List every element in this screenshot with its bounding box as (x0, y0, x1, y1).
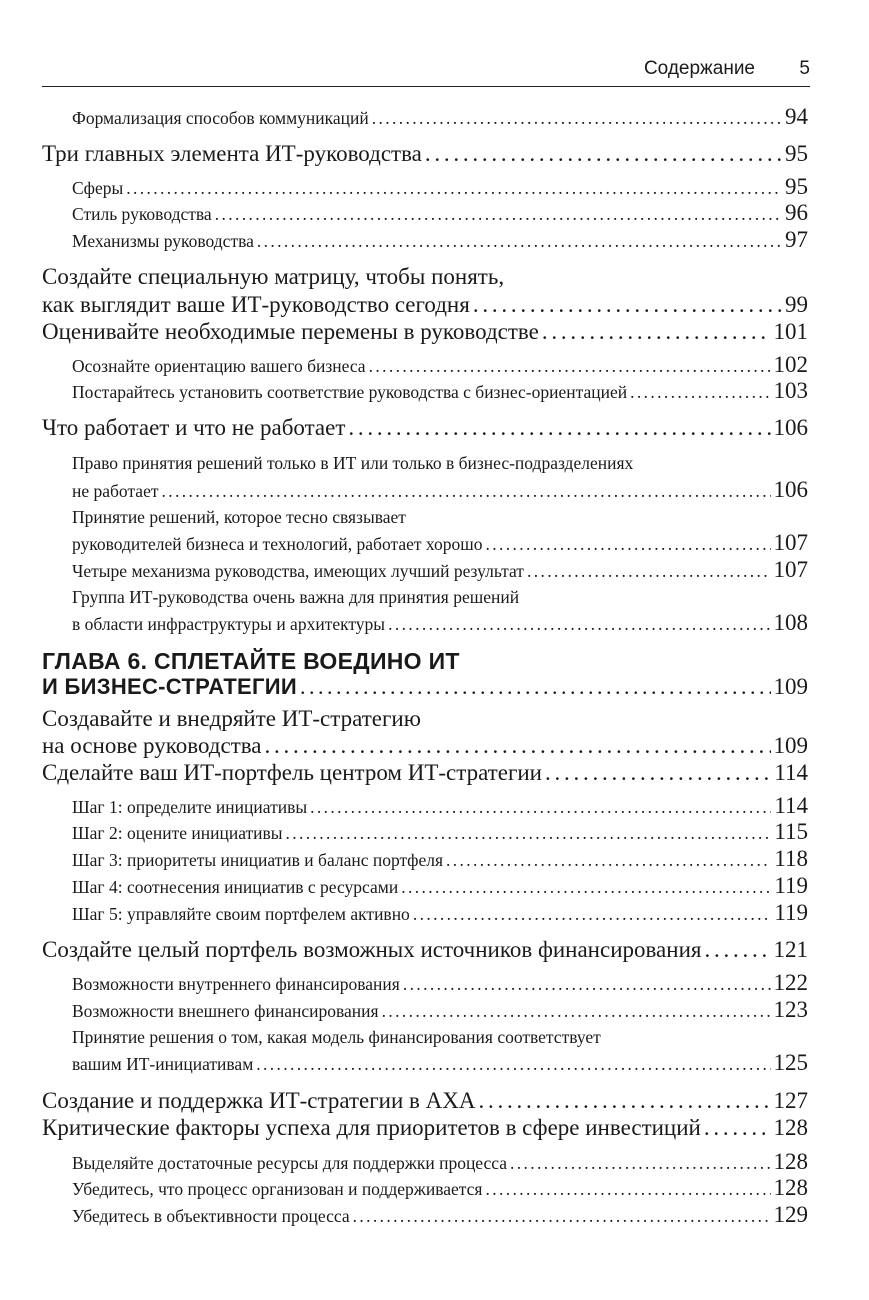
toc-entry-title: Оценивайте необходимые перемены в руководстве (42, 319, 539, 344)
dot-leader (630, 382, 770, 403)
toc-entry-title: как выглядит ваше ИТ-руководство сегодня (42, 292, 470, 317)
toc-entry[interactable] (42, 319, 808, 345)
toc-entry-page: 102 (773, 352, 808, 377)
toc-entry-title: Возможности внешнего финансирования (72, 1001, 379, 1021)
dot-leader (369, 356, 771, 377)
toc-entry-page: 128 (773, 1149, 808, 1174)
dot-leader (485, 534, 770, 555)
toc-entry[interactable] (72, 793, 808, 819)
toc-entry-title: Постарайтесь установить соответствие руководства с бизнес-ориентацией (72, 382, 628, 402)
toc-entry[interactable] (72, 557, 808, 583)
toc-entry-page: 128 (773, 1175, 808, 1200)
toc-entry-page: 122 (773, 970, 808, 995)
header-title: Содержание (643, 58, 755, 79)
dot-leader (704, 937, 770, 963)
toc-entry-title: Механизмы руководства (72, 231, 254, 251)
toc-entry-page: 106 (773, 415, 808, 440)
toc-entry-title: не работает (72, 481, 159, 501)
toc-entry-title: Сделайте ваш ИТ-портфель центром ИТ-стратегии (42, 760, 542, 785)
toc-entry[interactable] (42, 1088, 808, 1114)
toc-entry[interactable] (72, 378, 808, 404)
toc-entry-title: Три главных элемента ИТ-руководства (42, 141, 422, 166)
dot-leader (382, 1001, 771, 1022)
toc-entry-page: 108 (773, 610, 808, 635)
dot-leader (485, 1179, 770, 1200)
toc-entry-title: Сферы (72, 178, 124, 198)
toc-entry-title: Возможности внутреннего финансирования (72, 974, 400, 994)
dot-leader (403, 974, 771, 995)
toc-entry-title: Выделяйте достаточные ресурсы для поддержки процесса (72, 1153, 508, 1173)
toc-entry[interactable] (72, 819, 808, 845)
toc-entry-page: 109 (773, 733, 808, 758)
toc-entry[interactable] (42, 1115, 808, 1141)
dot-leader (353, 1206, 771, 1227)
toc-entry-title: Осознайте ориентацию вашего бизнеса (72, 356, 366, 376)
toc-entry-title: на основе руководства (42, 733, 262, 758)
toc-entry[interactable] (72, 174, 808, 200)
dot-leader (510, 1153, 770, 1174)
toc-entry[interactable] (72, 530, 808, 556)
toc-entry-page: 119 (774, 873, 808, 898)
toc-entry-page: 95 (785, 141, 808, 166)
dot-leader (425, 141, 782, 167)
toc-entry[interactable] (42, 937, 808, 963)
toc-entry-page: 107 (773, 557, 808, 582)
toc-entry[interactable] (72, 997, 808, 1023)
dot-leader (446, 850, 771, 871)
dot-leader (286, 823, 772, 844)
toc-entry-title: руководителей бизнеса и технологий, работает хорошо (72, 534, 483, 554)
toc-entry-page: 107 (773, 530, 808, 555)
chapter-title-line: ГЛАВА 6. СПЛЕТАЙТЕ ВОЕДИНО ИТ (42, 648, 460, 674)
toc-entry[interactable] (72, 846, 808, 872)
header-page-number: 5 (799, 58, 810, 79)
chapter-title: И БИЗНЕС-СТРАТЕГИИ (42, 674, 298, 699)
toc-entry[interactable] (72, 900, 808, 926)
toc-entry-title: Что работает и что не работает (42, 415, 346, 440)
toc-entry-title-line: Создайте специальную матрицу, чтобы понять, (42, 264, 505, 289)
toc-entry[interactable] (72, 1202, 808, 1228)
dot-leader (257, 231, 782, 252)
toc-entry-page: 106 (773, 477, 808, 502)
toc-entry-title: вашим ИТ-инициативам (72, 1054, 254, 1074)
toc-entry-page: 99 (785, 292, 808, 317)
toc-entry[interactable] (42, 292, 808, 318)
toc-entry-title: Создание и поддержка ИТ-стратегии в AXA (42, 1088, 476, 1113)
toc-entry-title: Критические факторы успеха для приоритетов в сфере инвестиций (42, 1115, 701, 1140)
toc-entry-page: 129 (773, 1202, 808, 1227)
toc-entry-title-line: Создавайте и внедряйте ИТ-стратегию (42, 706, 421, 731)
dot-leader (542, 319, 771, 345)
dot-leader (215, 204, 782, 225)
toc-entry-title: Шаг 3: приоритеты инициатив и баланс портфеля (72, 850, 444, 870)
toc-entry[interactable] (72, 104, 808, 130)
dot-leader (348, 415, 770, 441)
toc-entry-title-line: Группа ИТ-руководства очень важна для принятия решений (72, 587, 520, 607)
toc-entry-page: 118 (774, 846, 808, 871)
toc-entry-page: 123 (773, 997, 808, 1022)
dot-leader (388, 614, 770, 635)
toc-entry-page: 119 (774, 900, 808, 925)
toc-entry-page: 127 (773, 1088, 808, 1113)
toc-chapter-entry[interactable] (42, 674, 808, 700)
toc-entry[interactable] (72, 610, 808, 636)
toc-entry-page: 128 (773, 1115, 808, 1140)
toc-entry-title-line: Принятие решений, которое тесно связывает (72, 507, 406, 527)
toc-entry-title-line: Принятие решения о том, какая модель финансирования соответствует (72, 1027, 601, 1047)
toc-entry[interactable] (72, 1050, 808, 1076)
dot-leader (300, 674, 770, 700)
toc-entry[interactable] (72, 477, 808, 503)
dot-leader (704, 1115, 771, 1141)
dot-leader (527, 561, 771, 582)
toc-entry-title: Убедитесь в объективности процесса (72, 1206, 350, 1226)
dot-leader (372, 108, 782, 129)
toc-entry-page: 115 (774, 819, 808, 844)
dot-leader (265, 733, 771, 759)
toc-entry-title: Шаг 2: оцените инициативы (72, 823, 283, 843)
toc-entry[interactable] (72, 1175, 808, 1201)
toc-entry-page: 125 (773, 1050, 808, 1075)
dot-leader (413, 904, 772, 925)
toc-entry-title: Четыре механизма руководства, имеющих лучший результат (72, 561, 524, 581)
toc-entry-title: Создайте целый портфель возможных источников финансирования (42, 937, 702, 962)
toc-entry-title: Формализация способов коммуникаций (72, 108, 369, 128)
dot-leader (473, 292, 782, 318)
toc-entry-page: 96 (785, 200, 808, 225)
toc-entry[interactable] (72, 352, 808, 378)
dot-leader (401, 877, 771, 898)
dot-leader (545, 760, 771, 786)
toc-entry[interactable] (42, 415, 808, 441)
dot-leader (256, 1054, 770, 1075)
toc-entry[interactable] (42, 760, 808, 786)
toc-entry[interactable] (42, 733, 808, 759)
dot-leader (162, 481, 771, 502)
toc-entry-page: 121 (773, 937, 808, 962)
toc-entry[interactable] (72, 970, 808, 996)
toc-entry[interactable] (72, 873, 808, 899)
toc-entry-title: Шаг 5: управляйте своим портфелем активно (72, 904, 410, 924)
toc-entry-page: 114 (774, 760, 808, 785)
toc-entry-title-line: Право принятия решений только в ИТ или только в бизнес-подразделениях (72, 453, 634, 473)
toc-entry-page: 101 (773, 319, 808, 344)
toc-entry[interactable] (42, 141, 808, 167)
toc-entry[interactable] (72, 1149, 808, 1175)
toc-entry-page: 103 (773, 378, 808, 403)
toc-entry-title: в области инфраструктуры и архитектуры (72, 614, 386, 634)
dot-leader (310, 797, 771, 818)
toc-entry-page: 109 (773, 674, 808, 699)
toc-entry-title: Стиль руководства (72, 204, 212, 224)
dot-leader (478, 1088, 770, 1114)
toc-entry-page: 95 (785, 174, 808, 199)
toc-entry-title: Убедитесь, что процесс организован и поддерживается (72, 1179, 483, 1199)
toc-entry-title: Шаг 4: соотнесения инициатив с ресурсами (72, 877, 399, 897)
dot-leader (126, 178, 782, 199)
toc-entry-page: 97 (785, 227, 808, 252)
toc-entry[interactable] (72, 227, 808, 253)
toc-entry-page: 94 (785, 104, 808, 129)
toc-entry-title: Шаг 1: определите инициативы (72, 797, 308, 817)
toc-entry[interactable] (72, 200, 808, 226)
toc-entry-page: 114 (774, 793, 808, 818)
